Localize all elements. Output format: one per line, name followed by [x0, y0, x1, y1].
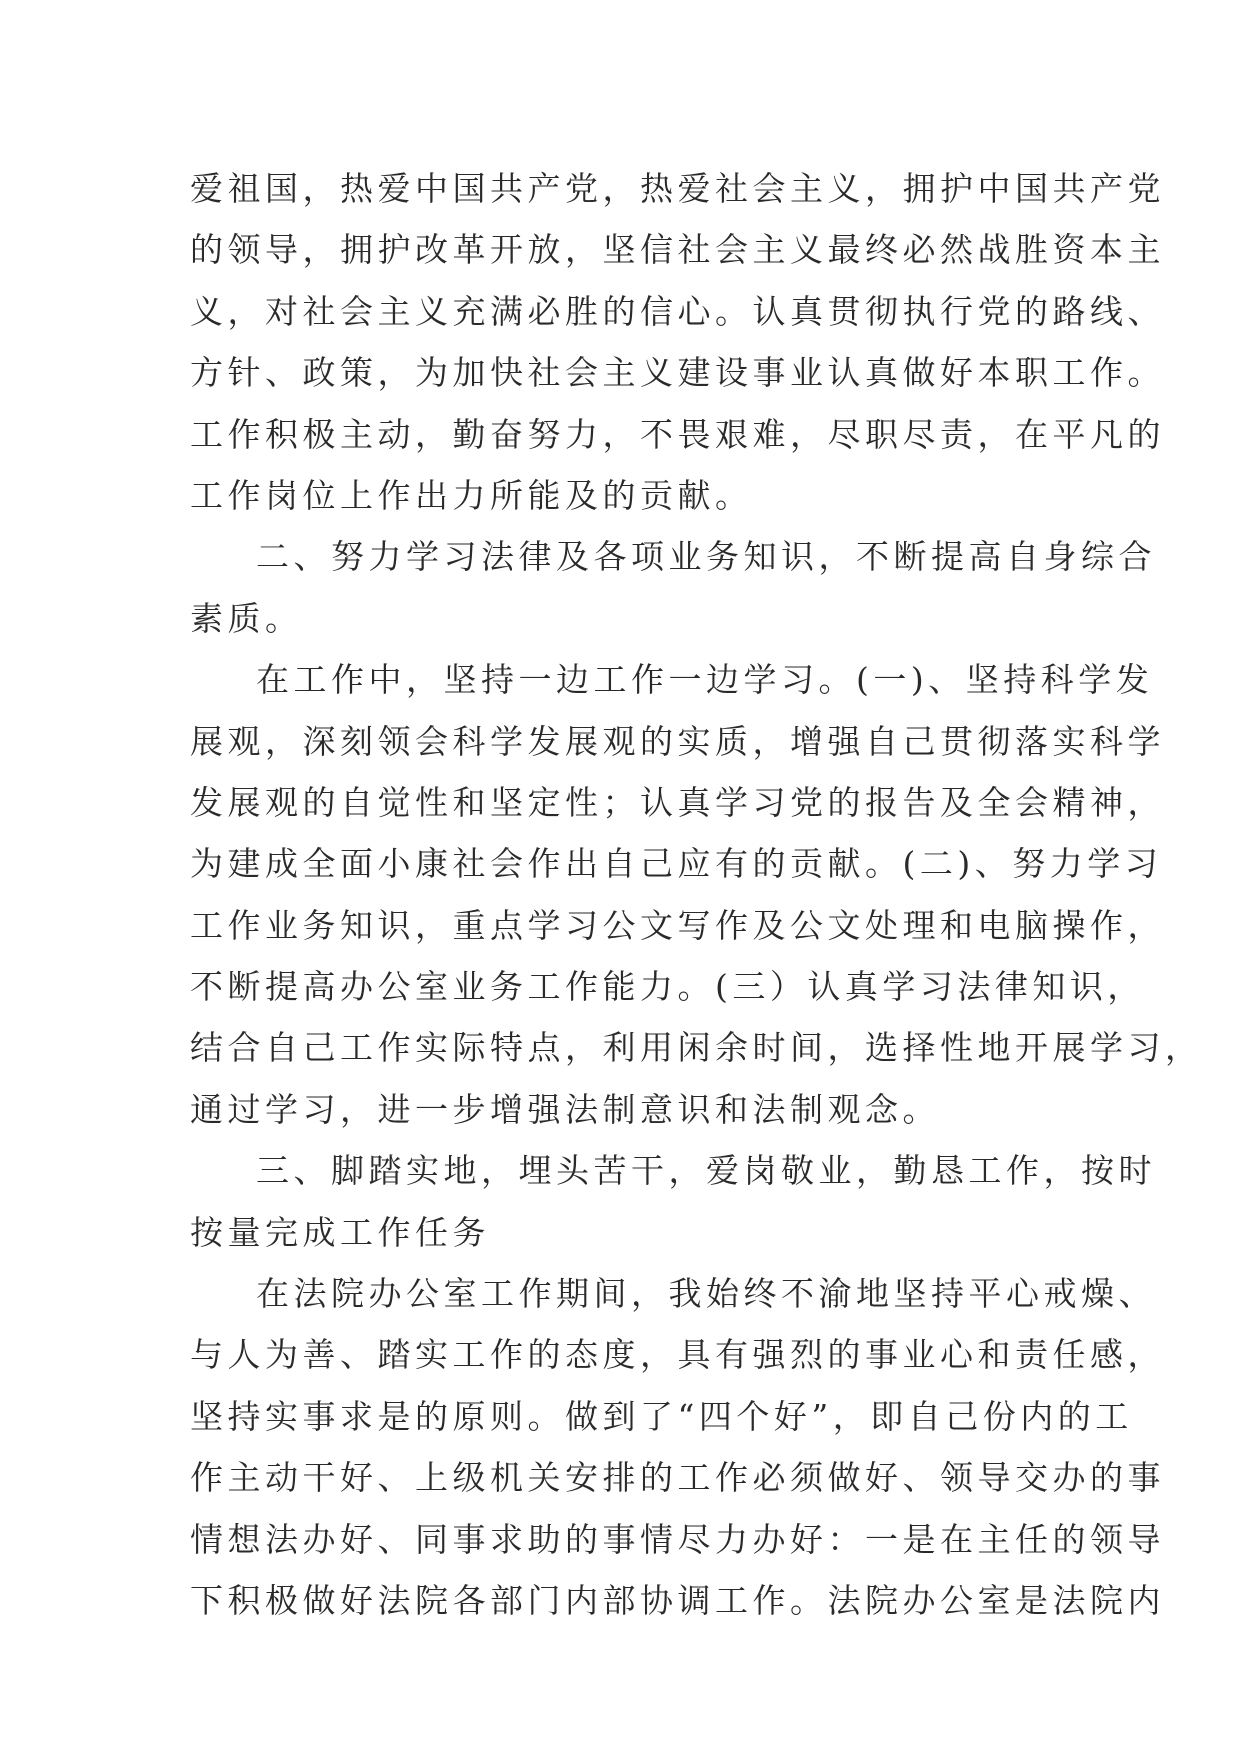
text-line: 为建成全面小康社会作出自己应有的贡献。(二)、努力学习: [190, 844, 1163, 884]
text-line: 展观，深刻领会科学发展观的实质，增强自己贯彻落实科学: [190, 721, 1165, 761]
text-line: 按量完成工作任务: [190, 1212, 490, 1252]
text-line: 结合自己工作实际特点，利用闲余时间，选择性地开展学习，: [190, 1028, 1203, 1068]
text-line: 通过学习，进一步增强法制意识和法制观念。: [190, 1089, 940, 1129]
text-line: 方针、政策，为加快社会主义建设事业认真做好本职工作。: [190, 353, 1165, 393]
text-line: 在工作中，坚持一边工作一边学习。(一)、坚持科学发: [256, 660, 1154, 700]
text-line: 工作岗位上作出力所能及的贡献。: [190, 475, 753, 515]
text-line: 三、脚踏实地，埋头苦干，爱岗敬业，勤恳工作，按时: [256, 1151, 1156, 1191]
text-line: 不断提高办公室业务工作能力。(三）认真学习法律知识，: [190, 967, 1145, 1007]
text-line: 作主动干好、上级机关安排的工作必须做好、领导交办的事: [190, 1458, 1165, 1498]
text-line: 二、努力学习法律及各项业务知识，不断提高自身综合: [256, 537, 1156, 577]
text-line: 下积极做好法院各部门内部协调工作。法院办公室是法院内: [190, 1580, 1165, 1620]
text-line: 情想法办好、同事求助的事情尽力办好：一是在主任的领导: [190, 1519, 1165, 1559]
text-line: 工作积极主动，勤奋努力，不畏艰难，尽职尽责，在平凡的: [190, 414, 1165, 454]
text-line: 与人为善、踏实工作的态度，具有强烈的事业心和责任感，: [190, 1335, 1165, 1375]
text-line: 发展观的自觉性和坚定性；认真学习党的报告及全会精神，: [190, 782, 1165, 822]
document-body: [190, 158, 1203, 1631]
text-line: 义，对社会主义充满必胜的信心。认真贯彻执行党的路线、: [190, 291, 1165, 331]
text-line: 坚持实事求是的原则。做到了“四个好”，即自己份内的工: [190, 1396, 1133, 1436]
text-line: 素质。: [190, 598, 303, 638]
text-line: 在法院办公室工作期间，我始终不渝地坚持平心戒燥、: [256, 1274, 1156, 1314]
text-line: 工作业务知识，重点学习公文写作及公文处理和电脑操作，: [190, 905, 1165, 945]
text-line: 爱祖国，热爱中国共产党，热爱社会主义，拥护中国共产党: [190, 169, 1165, 208]
text-line: 的领导，拥护改革开放，坚信社会主义最终必然战胜资本主: [190, 230, 1165, 270]
